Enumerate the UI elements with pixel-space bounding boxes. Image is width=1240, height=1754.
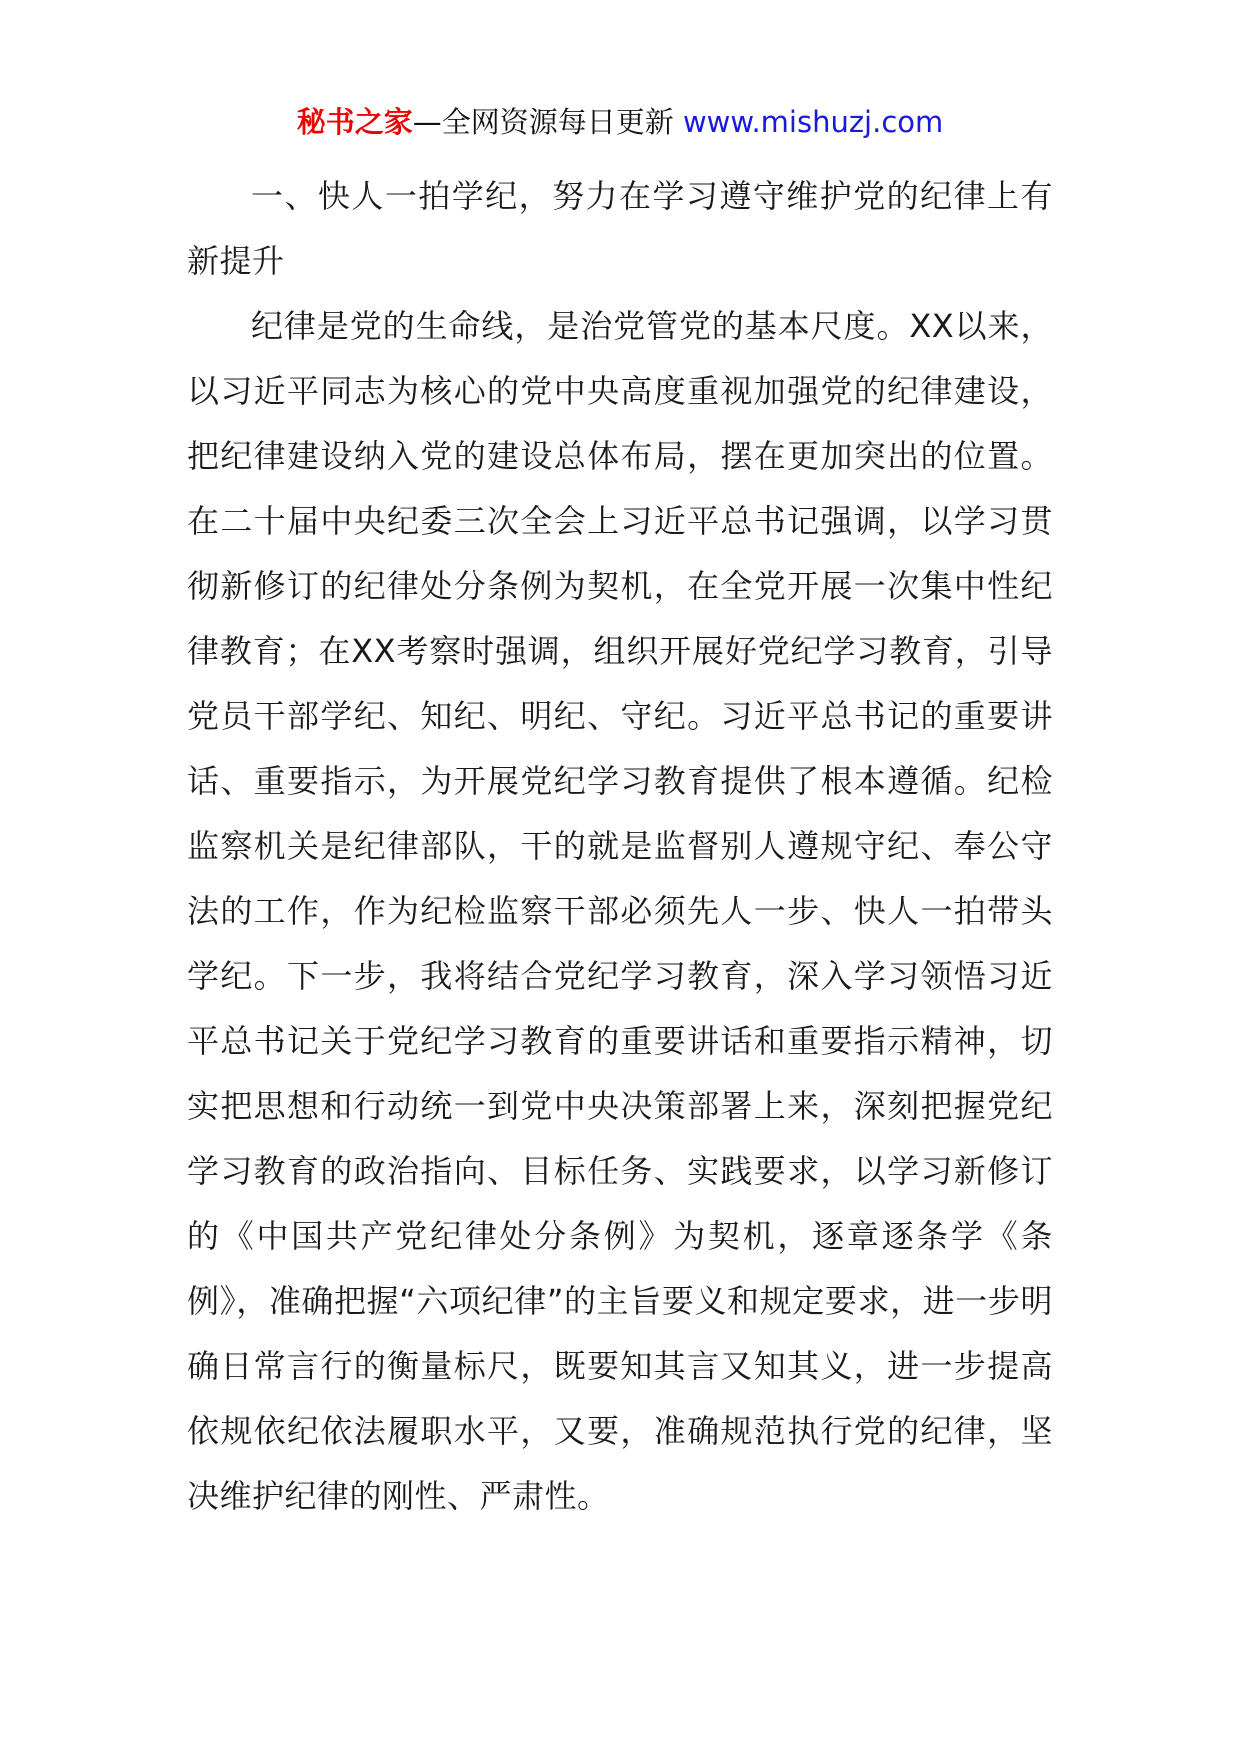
website-link[interactable]: www.mishuzj.com — [682, 105, 944, 139]
header-tagline: —全网资源每日更新 — [412, 105, 683, 139]
brand-name: 秘书之家 — [296, 105, 413, 139]
page-header — [0, 102, 1240, 142]
body-paragraph: 纪律是党的生命线，是治党管党的基本尺度。XX以来，以习近平同志为核心的党中央高度重视加强党的纪律建设，把纪律建设纳入党的建设总体布局，摆在更加突出的位置。在二十届中央纪委三次全会上习近平总书记强调，以学习贯彻新修订的纪律处分条例为契机，在全党开展一次集中性纪律教育；在XX考察时强调，组织开展好党纪学习教育，引导党员干部学纪、知纪、明纪、守纪。习近平总书记的重要讲话、重要指示，为开展党纪学习教育提供了根本遵循。纪检监察机关是纪律部队，干的就是监督别人遵规守纪、奉公守法的工作，作为纪检监察干部必须先人一步、快人一拍带头学纪。下一步，我将结合党纪学习教育，深入学习领悟习近平总书记关于党纪学习教育的重要讲话和重要指示精神，切实把思想和行动统一到党中央决策部署上来，深刻把握党纪学习教育的政治指向、目标任务、实践要求，以学习新修订的《中国共产党纪律处分条例》为契机，逐章逐条学《条例》，准确把握“六项纪律”的主旨要义和规定要求，进一步明确日常言行的衡量标尺，既要知其言又知其义，进一步提高依规依纪依法履职水平，又要，准确规范执行党的纪律，坚决维护纪律的刚性、严肃性。 — [187, 307, 1053, 1515]
section-heading: 一、快人一拍学纪，努力在学习遵守维护党的纪律上有新提升 — [187, 177, 1053, 280]
document-body — [187, 164, 1053, 1529]
